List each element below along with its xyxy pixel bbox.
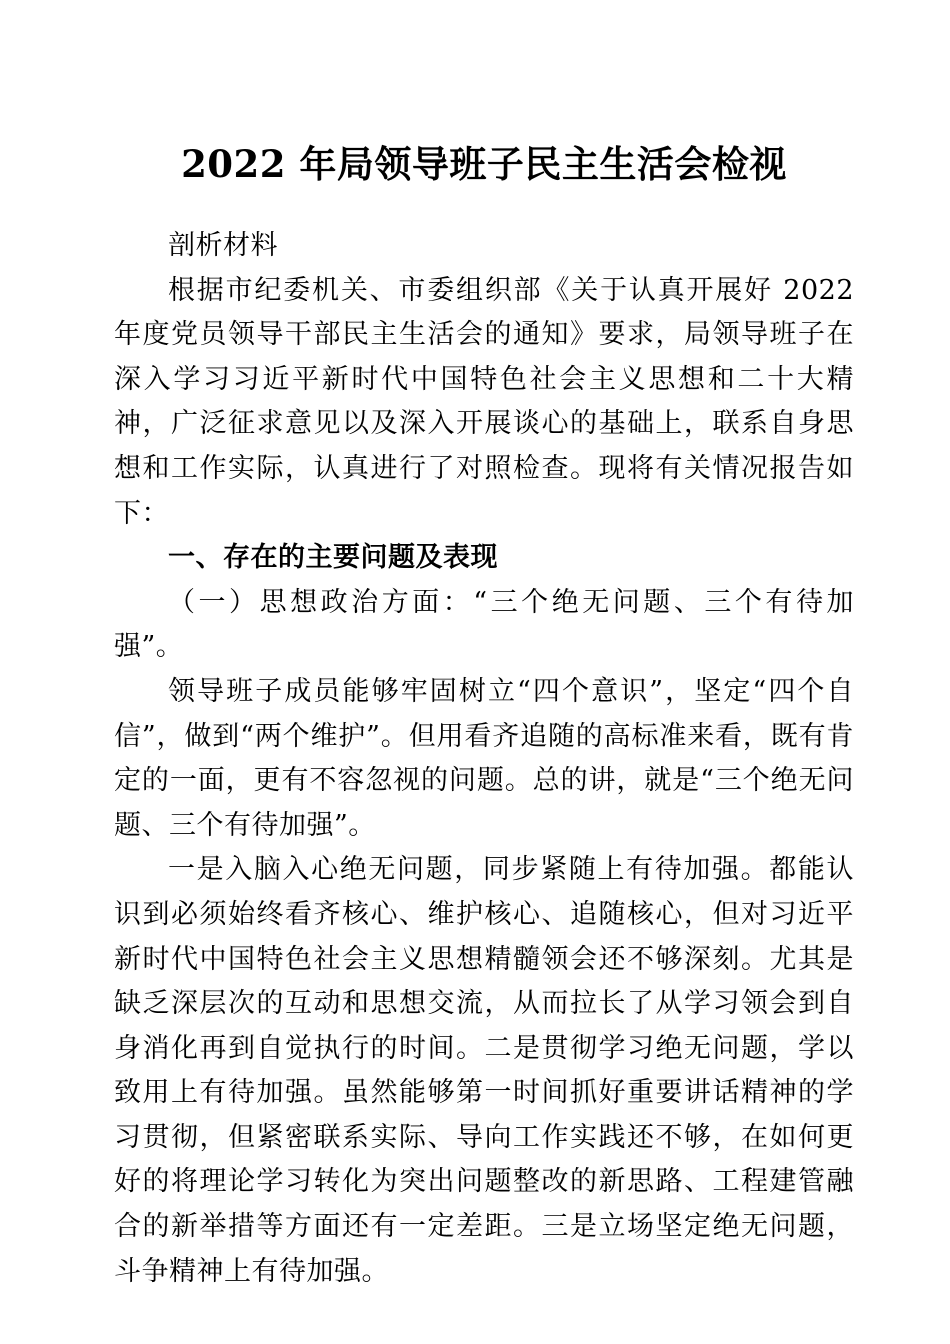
text-run: 根据市纪委机关、市委组织部《关于认真开展好 2022 年度党员领导干部民主生活会的通知》要求，局领导班子在深入学习习近平新时代中国特色社会主义思想和二十大精神，广泛征求意见以及深入开展谈心的基础上，联系自身思想和工作实际，认真进行了对照检查。现将有关情况报告如下： <box>114 274 854 529</box>
document-body <box>114 224 854 1294</box>
text-run: 一、存在的主要问题及表现 <box>168 542 498 574</box>
document-page <box>114 128 854 1294</box>
text-run: 领导班子成员能够牢固树立“四个意识”，坚定“四个自信”，做到“两个维护”。但用看齐追随的高标准来看，既有肯定的一面，更有不容忽视的问题。总的讲，就是“三个绝无问题、三个有待加强”。 <box>114 675 854 841</box>
text-run: （一）思想政治方面：“三个绝无问题、三个有待加强”。 <box>114 586 854 663</box>
paragraph <box>114 670 854 848</box>
paragraph <box>114 848 854 1294</box>
paragraph <box>114 269 854 537</box>
text-run: 剖析材料 <box>168 230 278 261</box>
sub-heading <box>114 581 854 670</box>
text-run: 一是入脑入心绝无问题，同步紧随上有待加强。 <box>168 854 770 886</box>
text-run: 都能认识到必须始终看齐核心、维护核心、追随核心，但对习近平新时代中国特色社会主义思想精髓领会还不够深刻。尤其是缺乏深层次的互动和思想交流，从而拉长了从学习领会到自身消化再到自觉执行的时间。 <box>114 854 855 1064</box>
text-run: 三是立场坚定绝无问题，斗争精神上有待加强。 <box>114 1211 854 1287</box>
section-heading <box>114 536 854 581</box>
text-run: 虽然能够第一时间抓好重要讲话精神的学习贯彻，但紧密联系实际、导向工作实践还不够，在如何更好的将理论学习转化为突出问题整改的新思路、工程建管融合的新举措等方面还有一定差距。 <box>114 1077 854 1243</box>
text-run: 二是贯彻学习绝无问题，学以致用上有待加强。 <box>114 1032 854 1109</box>
document-title: 2022 年局领导班子民主生活会检视 <box>181 142 787 186</box>
paragraph <box>114 224 854 269</box>
